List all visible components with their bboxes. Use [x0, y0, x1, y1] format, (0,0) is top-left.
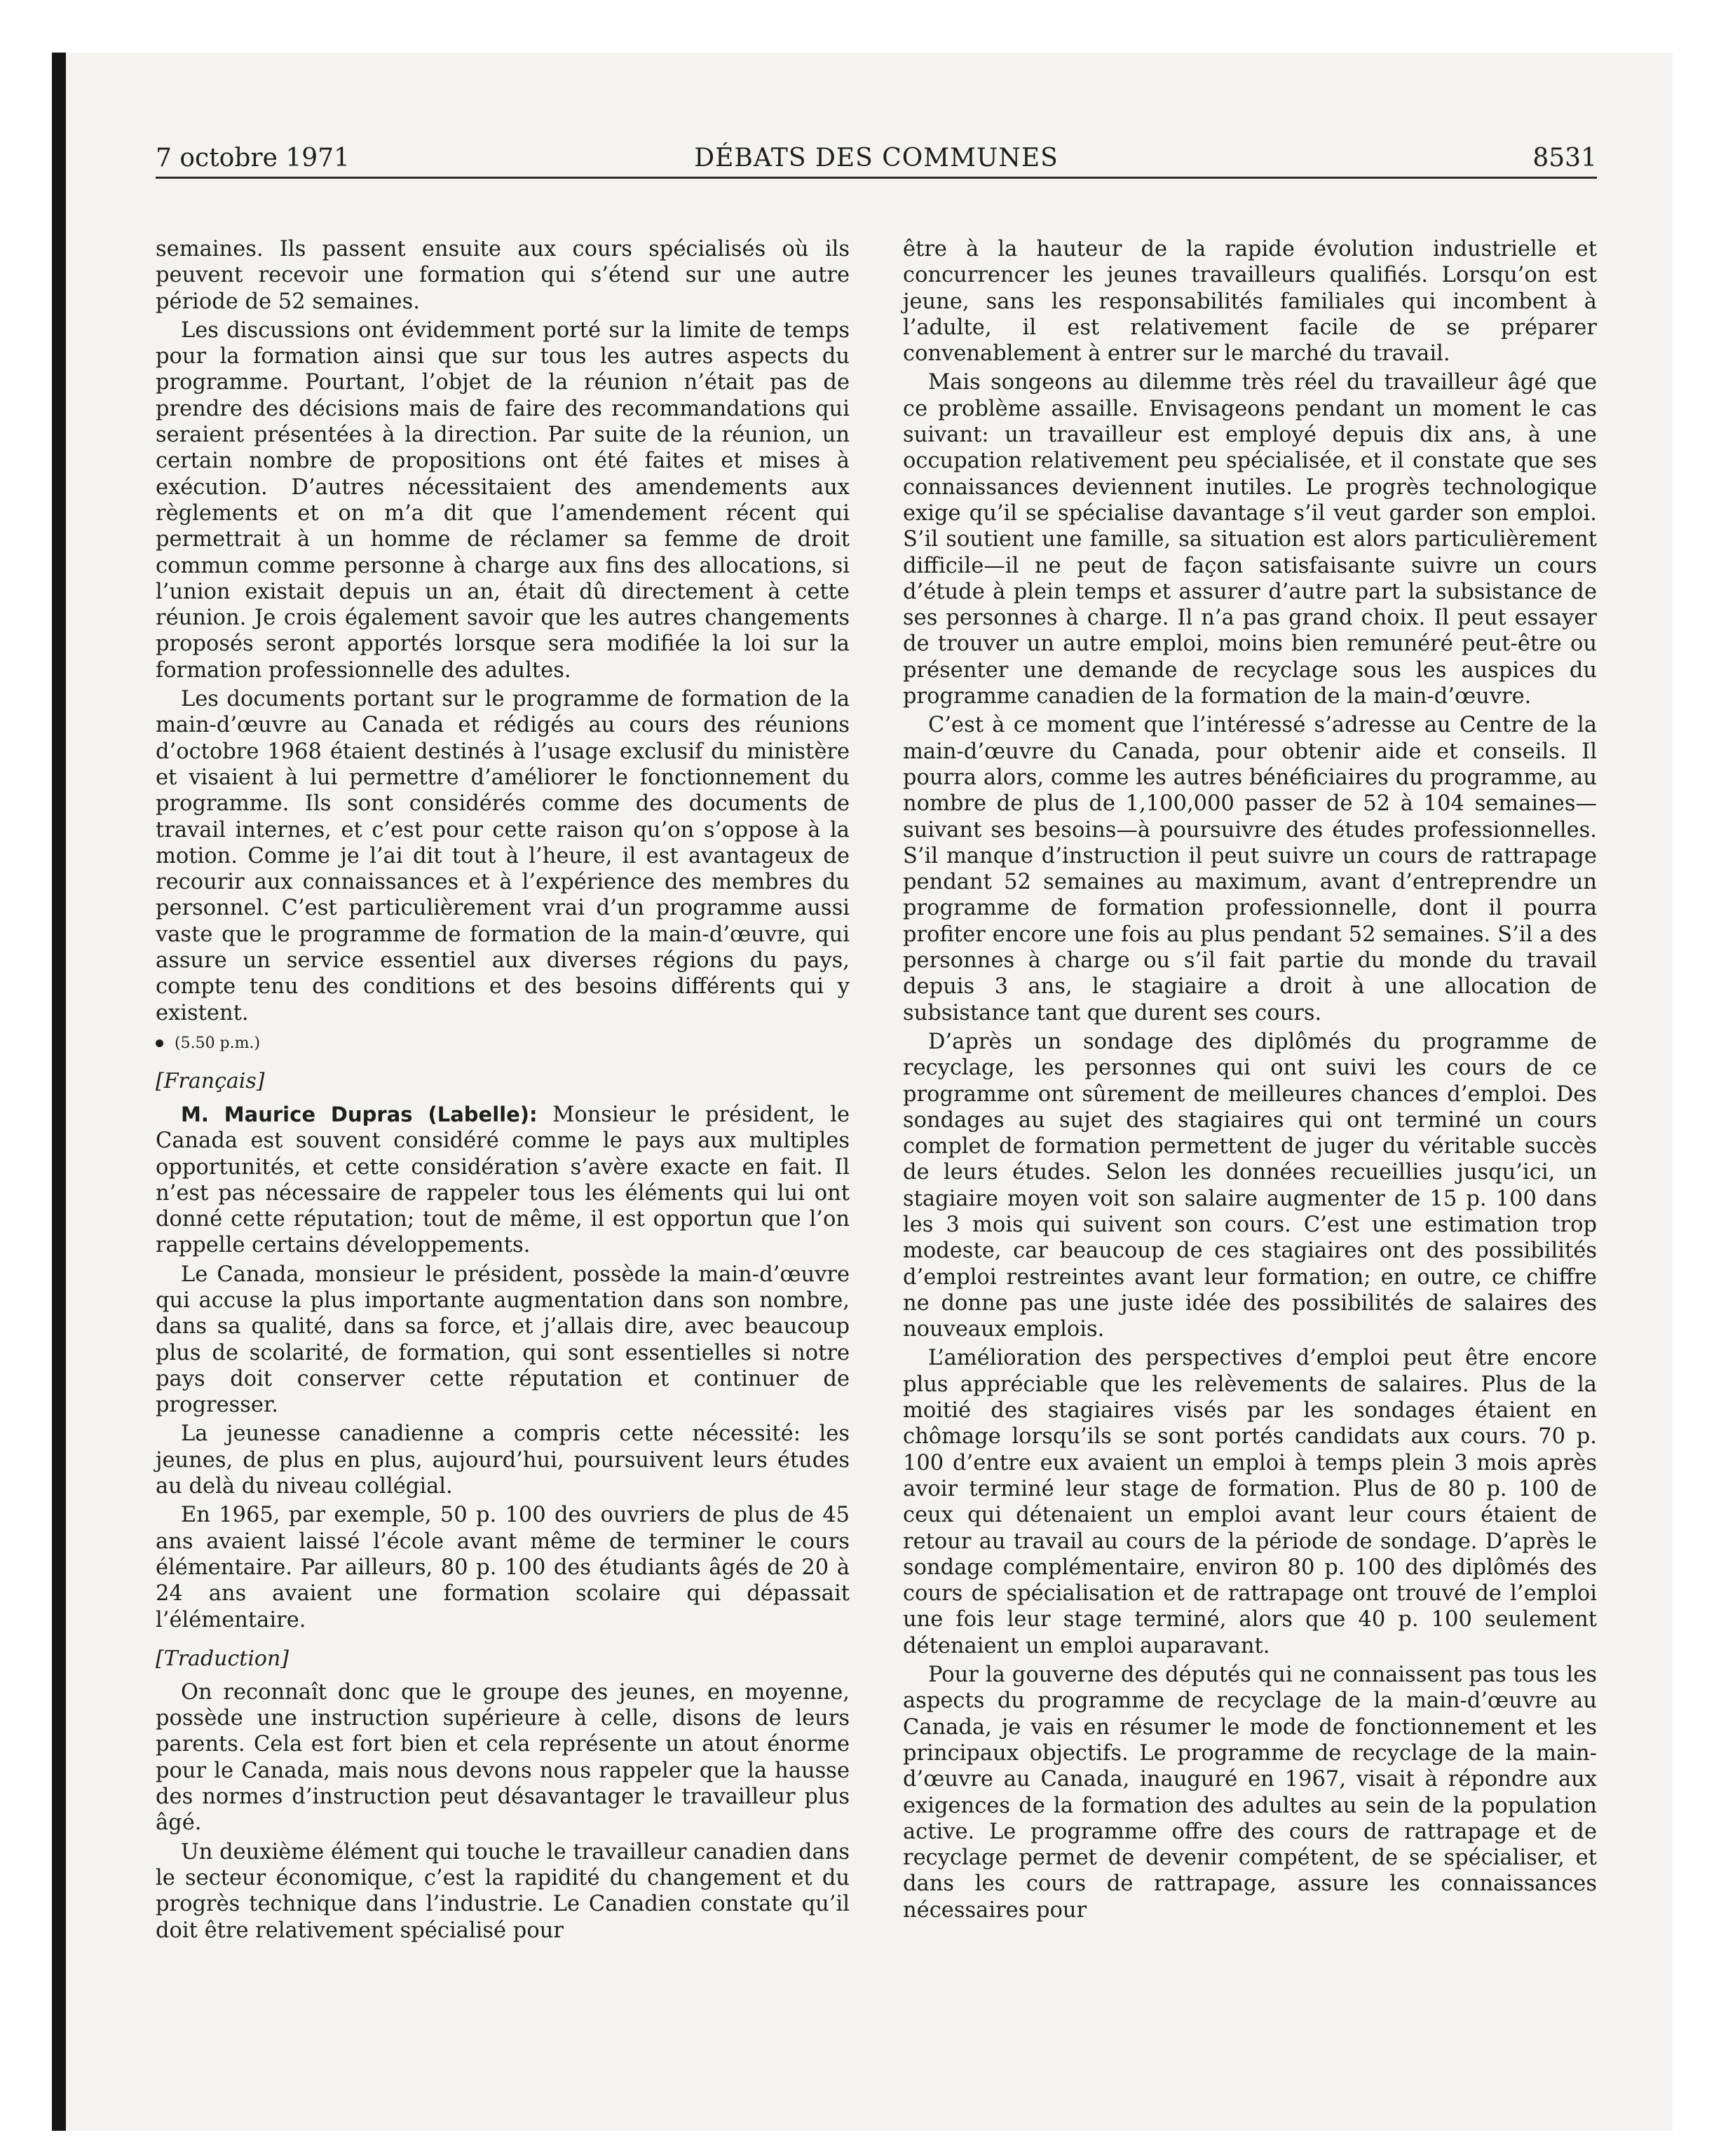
paragraph: C’est à ce moment que l’intéressé s’adresse au Centre de la main-d’œuvre du Canada, pour obtenir aide et conseils. Il pourra alors, comme les autres bénéficiaires du programme, au nombre de plus de 1,100,000 passer de 52 à 104 semaines—suivant ses besoins—à poursuivre des études professionnelles. S’il manque d’instruction il peut suivre un cours de rattrapage pendant 52 semaines au maximum, avant d’entreprendre un programme de formation professionnelle, dont il pourra profiter encore une fois au plus pendant 52 semaines. S’il a des personnes à charge ou s’il fait partie du monde du travail depuis 3 ans, le stagiaire a droit à une allocation de subsistance tant que durent ses cours.: [903, 713, 1597, 1025]
paragraph: Un deuxième élément qui touche le travailleur canadien dans le secteur économique, c’est la rapidité du changement et du progrès technique dans l’industrie. Le Canadien constate qu’il doit être relativement spécialisé pour: [156, 1839, 850, 1943]
paragraph: être à la hauteur de la rapide évolution industrielle et concurrencer les jeunes travailleurs qualifiés. Lorsqu’on est jeune, sans les responsabilités familiales qui incombent à l’adulte, il est relativement facile de se préparer convenablement à entrer sur le marché du travail.: [903, 237, 1597, 367]
paragraph: En 1965, par exemple, 50 p. 100 des ouvriers de plus de 45 ans avaient laissé l’école avant même de terminer le cours élémentaire. Par ailleurs, 80 p. 100 des étudiants âgés de 20 à 24 ans avaient une formation scolaire qui dépassait l’élémentaire.: [156, 1503, 850, 1632]
language-label-traduction: [Traduction]: [156, 1646, 290, 1671]
bullet-icon: [156, 1039, 163, 1047]
paragraph: On reconnaît donc que le groupe des jeunes, en moyenne, possède une instruction supérieure à celle, disons de leurs parents. Cela est fort bien et cela représente un atout énorme pour le Canada, mais nous devons nous rappeler que la hausse des normes d’instruction peut désavantager le travailleur plus âgé.: [156, 1679, 850, 1836]
paragraph: L’amélioration des perspectives d’emploi peut être encore plus appréciable que les relèvements de salaires. Plus de la moitié des stagiaires visés par les sondages étaient en chômage lorsqu’ils se sont portés candidats aux cours. 70 p. 100 d’entre eux avaient un emploi à temps plein 3 mois après avoir terminé leur stage de formation. Plus de 80 p. 100 de ceux qui détenaient un emploi avant leur cours étaient de retour au travail au cours de la période de sondage. D’après le sondage complémentaire, environ 80 p. 100 des diplômés des cours de spécialisation et de rattrapage ont trouvé de l’emploi une fois leur stage terminé, alors que 40 p. 100 seulement détenaient un emploi auparavant.: [903, 1346, 1597, 1658]
speaker-name: M. Maurice Dupras (Labelle):: [181, 1102, 538, 1126]
paragraph: D’après un sondage des diplômés du programme de recyclage, les personnes qui ont suivi les cours de ce programme ont sûrement de meilleures chances d’emploi. Des sondages au sujet des stagiaires qui ont terminé un cours complet de formation permettent de juger du véritable succès de leurs études. Selon les données recueillies jusqu’ici, un stagiaire moyen voit son salaire augmenter de 15 p. 100 dans les 3 mois qui suivent son cours. C’est une estimation trop modeste, car beaucoup de ces stagiaires ont des possibilités d’emploi restreintes avant leur formation; en outre, ce chiffre ne donne pas une juste idée des possibilités de salaires des nouveaux emplois.: [903, 1029, 1597, 1342]
hansard-page: [156, 142, 1597, 1943]
paragraph: Le Canada, monsieur le président, possède la main-d’œuvre qui accuse la plus importante augmentation dans son nombre, dans sa qualité, dans sa force, et j’allais dire, avec beaucoup plus de scolarité, de formation, qui sont essentielles si notre pays doit conserver cette réputation et continuer de progresser.: [156, 1262, 850, 1418]
paragraph: Mais songeons au dilemme très réel du travailleur âgé que ce problème assaille. Envisageons pendant un moment le cas suivant: un travailleur est employé depuis dix ans, à une occupation relativement peu spécialisée, et il constate que ses connaissances deviennent inutiles. Le progrès technologique exige qu’il se spécialise davantage s’il veut garder son emploi. S’il soutient une famille, sa situation est alors particulièrement difficile—il ne peut de façon satisfaisante suivre un cours d’étude à plein temps et assurer d’autre part la subsistance de ses personnes à charge. Il n’a pas grand choix. Il peut essayer de trouver un autre emploi, moins bien remunéré peut-être ou présenter une demande de recyclage sous les auspices du programme canadien de la formation de la main-d’œuvre.: [903, 370, 1597, 709]
paragraph: Les documents portant sur le programme de formation de la main-d’œuvre au Canada et rédigés au cours des réunions d’octobre 1968 étaient destinés à l’usage exclusif du ministère et visaient à lui permettre d’améliorer le fonctionnement du programme. Ils sont considérés comme des documents de travail internes, et c’est pour cette raison qu’on s’oppose à la motion. Comme je l’ai dit tout à l’heure, il est avantageux de recourir aux connaissances et à l’expérience des membres du personnel. C’est particulièrement vrai d’un programme aussi vaste que le programme de formation de la main-d’œuvre, qui assure un service essentiel aux diverses régions du pays, compte tenu des conditions et des besoins différents qui y existent.: [156, 687, 850, 1025]
paragraph: La jeunesse canadienne a compris cette nécessité: les jeunes, de plus en plus, aujourd’hui, poursuivent leurs études au delà du niveau collégial.: [156, 1421, 850, 1499]
paragraph: Pour la gouverne des députés qui ne connaissent pas tous les aspects du programme de recyclage de la main-d’œuvre au Canada, je vais en résumer le mode de fonctionnement et les principaux objectifs. Le programme de recyclage de la main-d’œuvre au Canada, inauguré en 1967, visait à répondre aux exigences de la formation des adultes au sein de la population active. Le programme offre des cours de rattrapage et de recyclage permet de devenir compétent, de se spécialiser, et dans les cours de rattrapage, assure les connaissances nécessaires pour: [903, 1663, 1597, 1923]
language-label-francais: [Français]: [156, 1068, 265, 1093]
header-title: DÉBATS DES COMMUNES: [694, 144, 1059, 172]
paragraph: Les discussions ont évidemment porté sur la limite de temps pour la formation ainsi que sur tous les autres aspects du programme. Pourtant, l’objet de la réunion n’était pas de prendre des décisions mais de faire des recommandations qui seraient présentées à la direction. Par suite de la réunion, un certain nombre de propositions ont été faites et mises à exécution. D’autres nécessitaient des amendements aux règlements et on m’a dit que l’amendement récent qui permettrait à un homme de réclamer sa femme de droit commun comme personne à charge aux fins des allocations, si l’union existait depuis un an, était dû directement à cette réunion. Je crois également savoir que les autres changements proposés seront apportés lorsque sera modifiée la loi sur la formation professionnelle des adultes.: [156, 318, 850, 683]
time-stamp-text: (5.50 p.m.): [175, 1034, 261, 1052]
speaker-paragraph: [156, 1102, 850, 1259]
speech-text: Monsieur le président, le Canada est souvent considéré comme le pays aux multiples opportunités, et cette considération s’avère exacte en fait. Il n’est pas nécessaire de rappeler tous les éléments qui lui ont donné cette réputation; tout de même, il est opportun que l’on rappelle certains développements.: [156, 1102, 850, 1258]
scan-edge: [52, 53, 66, 2131]
header-date: 7 octobre 1971: [156, 144, 350, 172]
running-header: [156, 142, 1597, 179]
time-stamp: [156, 1032, 850, 1056]
paragraph: semaines. Ils passent ensuite aux cours spécialisés où ils peuvent recevoir une formation qui s’étend sur une autre période de 52 semaines.: [156, 237, 850, 314]
left-column: [156, 236, 850, 1944]
header-page-number: 8531: [1532, 144, 1597, 172]
right-column: [903, 236, 1597, 1923]
